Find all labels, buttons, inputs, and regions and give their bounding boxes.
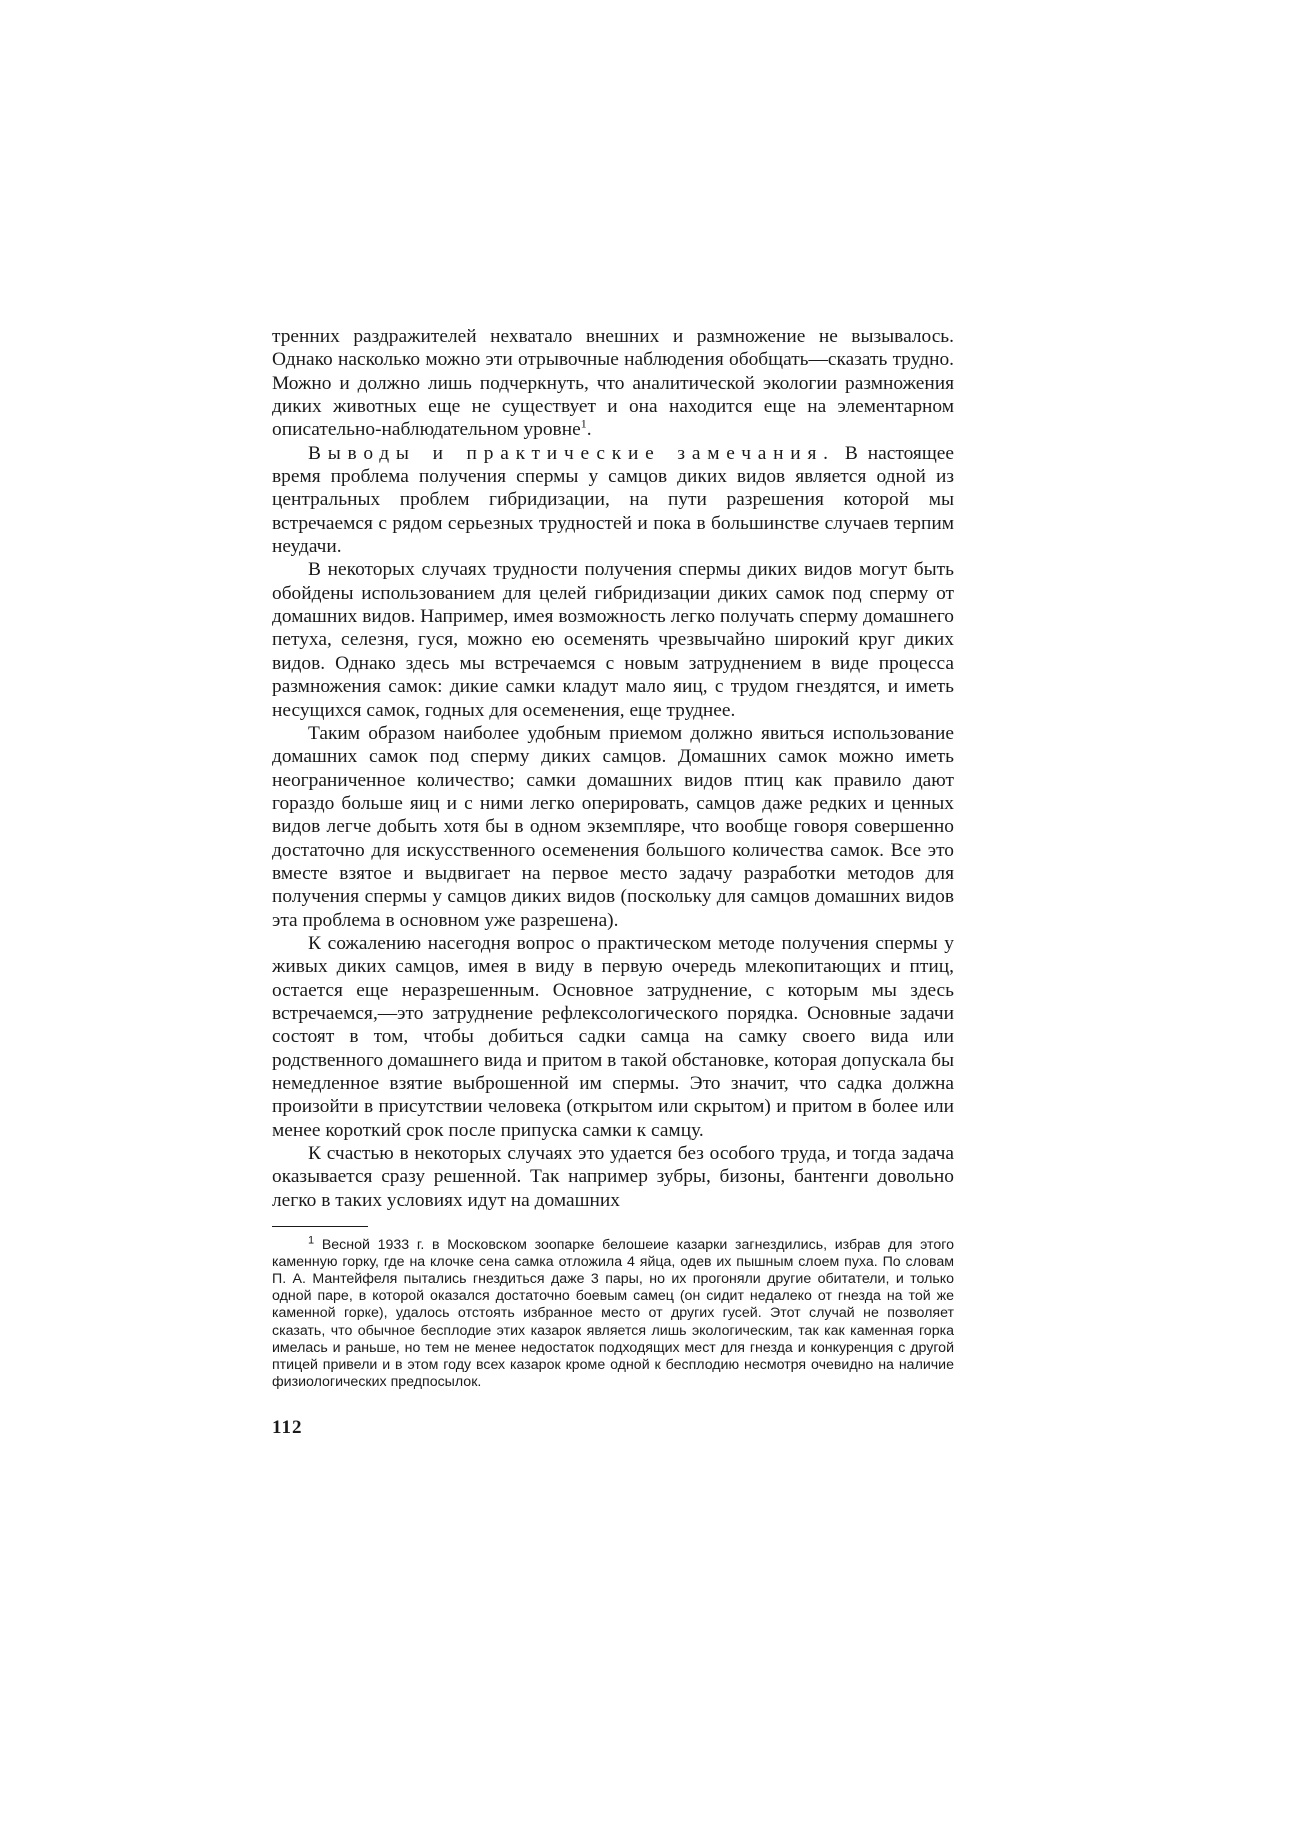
paragraph-6 (272, 1142, 954, 1212)
paragraph-text: В настоящее время проблема получения спермы у самцов диких видов является одной из центральных проблем гибридизации, на пути разрешения которой мы встречаемся с рядом серьезных трудностей и пока в большинстве случаев терпим неудачи. (272, 442, 954, 558)
paragraph-3 (272, 558, 954, 721)
paragraph-text: К счастью в некоторых случаях это удается без особого труда, и тогда задача оказывается сразу решенной. Так например зубры, бизоны, бантенги довольно легко в таких условиях идут на домашних (272, 1143, 954, 1211)
paragraph-text: К сожалению насегодня вопрос о практическом методе получения спермы у живых диких самцов, имея в виду в первую очередь млекопитающих и птиц, остается еще неразрешенным. Основное затруднение, с которым мы здесь встречаемся,—это затруднение рефлексологического порядка. Основные задачи состоят в том, чтобы добиться садки самца на самку своего вида или родственного домашнего вида и притом в такой обстановке, которая допускала бы немедленное взятие выброшенной им спермы. Это значит, что садка должна произойти в присутствии человека (открытом или скрытом) и притом в более или менее короткий срок после припуска самки к самцу. (272, 932, 954, 1141)
paragraph-5 (272, 932, 954, 1142)
paragraph-text: тренних раздражителей нехватало внешних и размножение не вызывалось. Однако насколько можно эти отрывочные наблюдения обобщать—сказать трудно. Можно и должно лишь подчеркнуть, что аналитической экологии размножения диких животных еще не существует и она находится еще на элементарном описательно-наблюдательном уровне (272, 326, 954, 441)
page-number: 112 (272, 1416, 303, 1438)
section-heading: Выводы и практические замечания. (308, 442, 835, 464)
footnote-number: 1 (308, 1234, 315, 1247)
footnote-text: Весной 1933 г. в Московском зоопарке белошеие казарки загнездились, избрав для этого каменную горку, где на клочке сена самка отложила 4 яйца, одев их пышным слоем пуха. По словам П. А. Мантейфеля пытались гнездиться даже 3 пары, но их прогоняли другие обитатели, и только одной паре, в которой оказался достаточно боевым самец (он сидит недалеко от гнезда на той же каменной горке), удалось отстоять избранное место от других гусей. Этот случай не позволяет сказать, что обычное бесплодие этих казарок является лишь экологическим, так как каменная горка имелась и раньше, но тем не менее недостаток подходящих мест для гнезда и конкуренция с другой птицей привели и в этом году всех казарок кроме одной к бесплодию несмотря очевидно на наличие физиологических предпосылок. (272, 1237, 954, 1390)
paragraph-1 (272, 325, 954, 442)
paragraph-text: В некоторых случаях трудности получения спермы диких видов могут быть обойдены использованием для целей гибридизации диких самок под сперму от домашних видов. Например, имея возможность легко получать сперму домашнего петуха, селезня, гуся, можно ею осеменять чрезвычайно широкий круг диких видов. Однако здесь мы встречаемся с новым затруднением в виде процесса размножения самок: дикие самки кладут мало яиц, с трудом гнездятся, и иметь несущихся самок, годных для осеменения, еще труднее. (272, 559, 954, 721)
book-page (272, 325, 954, 1439)
footnote-divider (272, 1226, 368, 1227)
footnote (272, 1234, 954, 1391)
footnote-reference: 1 (580, 416, 587, 431)
paragraph-end: . (586, 419, 592, 441)
paragraph-2 (272, 442, 954, 559)
paragraph-text: Таким образом наиболее удобным приемом должно явиться использование домашних самок под сперму диких самцов. Домашних самок можно иметь неограниченное количество; самки домашних видов птиц как правило дают гораздо больше яиц и с ними легко оперировать, самцов даже редких и ценных видов легче добыть хотя бы в одном экземпляре, что вообще говоря совершенно достаточно для искусственного осеменения большого количества самок. Все это вместе взятое и выдвигает на первое место задачу разработки методов для получения спермы у самцов диких видов (поскольку для самцов домашних видов эта проблема в основном уже разрешена). (272, 722, 954, 931)
paragraph-4 (272, 722, 954, 932)
